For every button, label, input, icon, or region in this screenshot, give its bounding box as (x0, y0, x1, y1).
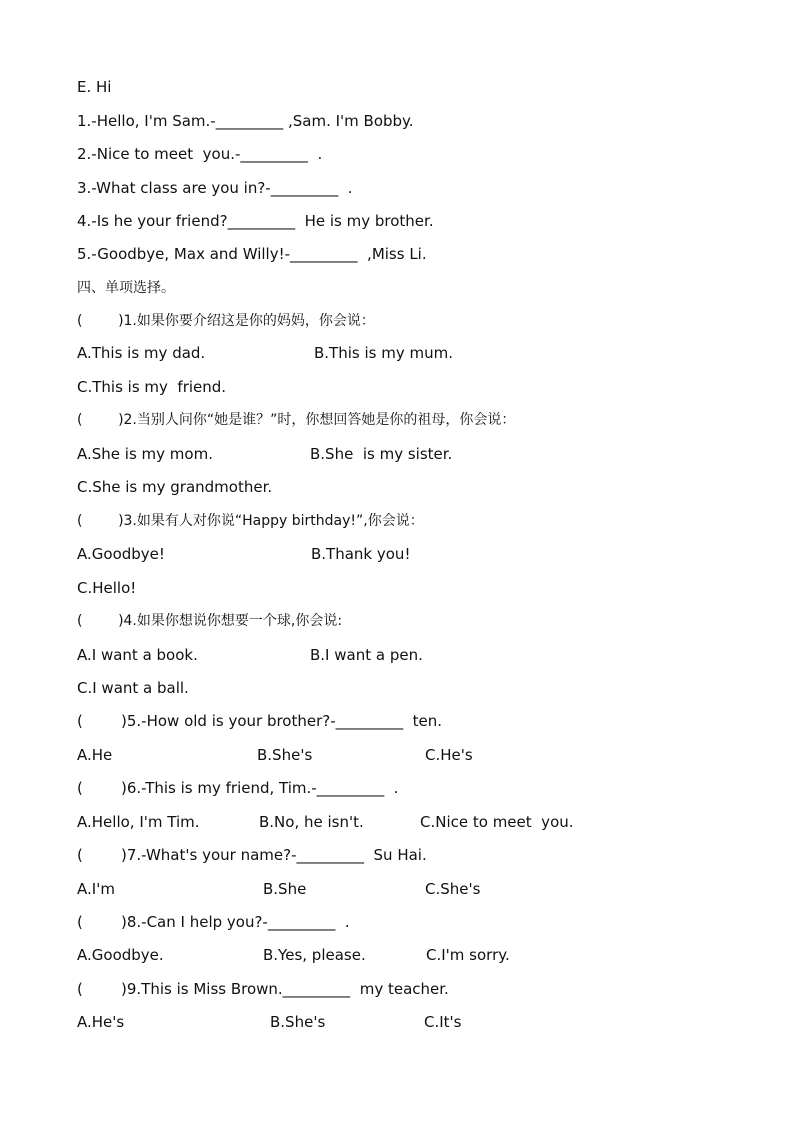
question-8-stem: ( )8.-Can I help you?-_________ . (77, 913, 350, 931)
question-8-option-c: C.I'm sorry. (426, 946, 510, 964)
dialogue-item-2: 2.-Nice to meet you.-_________ . (77, 145, 323, 163)
question-6-stem: ( )6.-This is my friend, Tim.-_________ . (77, 779, 399, 797)
question-9-option-c: C.It's (424, 1013, 462, 1031)
question-2-stem: ( )2.当别人问你“她是谁？”时，你想回答她是你的祖母，你会说： (77, 412, 516, 428)
question-4-option-b: B.I want a pen. (310, 646, 423, 664)
dialogue-item-1: 1.-Hello, I'm Sam.-_________ ,Sam. I'm Bobby. (77, 112, 414, 130)
question-5-stem: ( )5.-How old is your brother?-_________ ten. (77, 712, 443, 730)
question-3-option-b: B.Thank you! (311, 545, 411, 563)
question-4-option-c: C.I want a ball. (77, 679, 189, 697)
question-3-option-c: C.Hello! (77, 579, 137, 597)
question-1-option-a: A.This is my dad. (77, 344, 206, 362)
question-7-option-a: A.I'm (77, 880, 115, 898)
question-8-option-b: B.Yes, please. (263, 946, 366, 964)
question-7-stem: ( )7.-What's your name?-_________ Su Hai. (77, 846, 427, 864)
option-e: E. Hi (77, 78, 112, 96)
question-6-option-a: A.Hello, I'm Tim. (77, 813, 200, 831)
section-title: 四、单项选择。 (77, 280, 175, 296)
question-1-stem: ( )1.如果你要介绍这是你的妈妈，你会说： (77, 313, 375, 329)
question-3-stem: ( )3.如果有人对你说“Happy birthday!”,你会说： (77, 513, 424, 529)
question-9-option-a: A.He's (77, 1013, 125, 1031)
question-1-option-c: C.This is my friend. (77, 378, 227, 396)
question-2-option-c: C.She is my grandmother. (77, 478, 273, 496)
question-9-stem: ( )9.This is Miss Brown._________ my teacher. (77, 980, 449, 998)
question-6-option-b: B.No, he isn't. (259, 813, 364, 831)
question-7-option-b: B.She (263, 880, 307, 898)
question-5-option-a: A.He (77, 746, 113, 764)
question-4-stem: ( )4.如果你想说你想要一个球,你会说: (77, 613, 343, 629)
question-8-option-a: A.Goodbye. (77, 946, 164, 964)
question-7-option-c: C.She's (425, 880, 481, 898)
question-2-option-a: A.She is my mom. (77, 445, 213, 463)
question-3-option-a: A.Goodbye! (77, 545, 165, 563)
question-5-option-b: B.She's (257, 746, 313, 764)
dialogue-item-5: 5.-Goodbye, Max and Willy!-_________ ,Miss Li. (77, 245, 427, 263)
question-2-option-b: B.She is my sister. (310, 445, 453, 463)
question-1-option-b: B.This is my mum. (314, 344, 453, 362)
dialogue-item-3: 3.-What class are you in?-_________ . (77, 179, 353, 197)
question-5-option-c: C.He's (425, 746, 473, 764)
question-6-option-c: C.Nice to meet you. (420, 813, 574, 831)
dialogue-item-4: 4.-Is he your friend?_________ He is my brother. (77, 212, 434, 230)
question-4-option-a: A.I want a book. (77, 646, 198, 664)
question-9-option-b: B.She's (270, 1013, 326, 1031)
